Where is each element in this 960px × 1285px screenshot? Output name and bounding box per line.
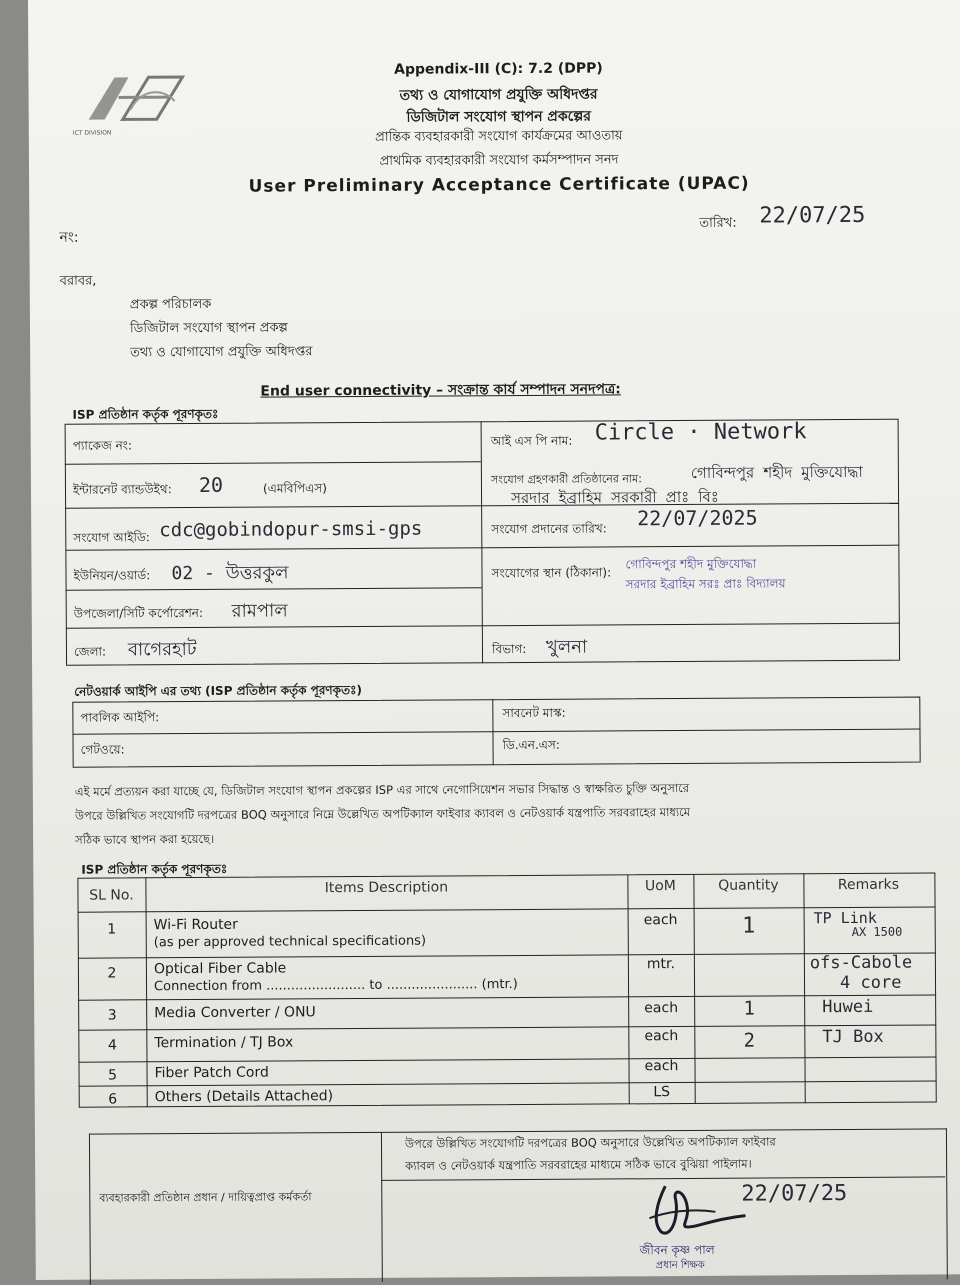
isp-name-label: আই এস পি নাম:	[490, 433, 573, 449]
stamp-name: জীবন কৃষ্ণ পাল	[639, 1242, 715, 1258]
connection-id-value: cdc@gobindopur-smsi-gps	[159, 517, 423, 542]
dns-label: ডি.এন.এস:	[502, 737, 560, 753]
location-label: সংযোগের স্থান (ঠিকানা):	[491, 565, 612, 581]
upazila-value: রামপাল	[231, 600, 288, 622]
row-4-qty: 2	[743, 1029, 756, 1052]
header-sl-no: SL No.	[89, 887, 134, 904]
certify-line-1: এই মর্মে প্রত্যয়ন করা যাচ্ছে যে, ডিজিটাল সংযোগ স্থাপন প্রকল্পের ISP এর সাথে নেগোসিয়েশন সভার সিদ্ধান্ত ও স্বাক্ষরিত চুক্তি অনুসারে	[74, 780, 690, 799]
row-1-qty: 1	[741, 913, 756, 939]
district-value: বাগেরহাট	[127, 638, 197, 661]
logo-caption: ICT DIVISION	[72, 129, 112, 137]
row-1-remarks-2: AX 1500	[851, 924, 903, 939]
row-2-desc: Optical Fiber Cable	[153, 960, 287, 978]
header-items-description: Items Description	[324, 879, 449, 897]
certify-line-2: উপরে উল্লিখিত সংযোগটি দরপত্রের BOQ অনুসারে নিম্নে উল্লেখিত অপটিক্যাল ফাইবার ক্যাবল ও নেটওয়ার্ক যন্ত্রপাতি সরবরাহের মাধ্যমে	[74, 804, 691, 823]
header-quantity: Quantity	[718, 877, 779, 894]
row-1-uom: each	[643, 912, 678, 929]
subnet-mask-label: সাবনেট মাস্ক:	[502, 705, 566, 721]
signature-date: 22/07/25	[741, 1181, 848, 1207]
header-remarks: Remarks	[837, 876, 900, 894]
row-5-desc: Fiber Patch Cord	[154, 1064, 269, 1082]
address-line-1: প্রকল্প পরিচালক	[129, 296, 212, 313]
header-line-4: প্রাথমিক ব্যবহারকারী সংযোগ কর্মসম্পাদন সনদ	[379, 152, 619, 169]
address-to: বরাবর,	[59, 273, 97, 289]
district-label: জেলা:	[73, 644, 107, 659]
institution-head-label: ব্যবহারকারী প্রতিষ্ঠান প্রধান / দায়িত্বপ্রাপ্ত কর্মকর্তা	[99, 1190, 312, 1205]
bandwidth-label: ইন্টারনেট ব্যান্ডউইথ:	[72, 482, 172, 497]
upazila-label: উপজেলা/সিটি কর্পোরেশন:	[73, 605, 204, 621]
stamp-title: প্রধান শিক্ষক	[655, 1259, 705, 1272]
row-3-qty: 1	[743, 997, 755, 1020]
certificate-title: User Preliminary Acceptance Certificate (UPAC)	[248, 173, 750, 197]
row-5-sl: 5	[108, 1067, 118, 1084]
union-value: 02 - উত্তরকুল	[171, 562, 289, 585]
row-1-desc-2: (as per approved technical specifications)	[153, 933, 427, 951]
appendix-label: Appendix-III (C): 7.2 (DPP)	[394, 60, 603, 78]
location-value-1: গোবিন্দপুর শহীদ মুক্তিযোদ্ধা	[625, 556, 757, 572]
division-label: বিভাগ:	[491, 641, 527, 657]
isp-fill-label: ISP প্রতিষ্ঠান কর্তৃক পূরণকৃতঃ	[72, 406, 219, 422]
row-6-sl: 6	[108, 1091, 118, 1108]
row-1-sl: 1	[107, 921, 117, 938]
public-ip-label: পাবলিক আইপি:	[80, 710, 160, 725]
connection-date-value: 22/07/2025	[637, 505, 758, 531]
bandwidth-unit: (এমবিপিএস)	[262, 481, 327, 496]
row-3-desc: Media Converter / ONU	[154, 1004, 316, 1022]
network-title: নেটওয়ার্ক আইপি এর তথ্য (ISP প্রতিষ্ঠান কর্তৃক পূরণকৃতঃ)	[74, 682, 362, 699]
header-uom: UoM	[644, 878, 676, 895]
address-line-2: ডিজিটাল সংযোগ স্থাপন প্রকল্প	[129, 320, 288, 337]
connection-date-label: সংযোগ প্রদানের তারিখ:	[491, 521, 607, 537]
acknowledgement-line-2: ক্যাবল ও নেটওয়ার্ক যন্ত্রপাতি সরবরাহের মাধ্যমে সঠিক ভাবে বুঝিয়া পাইলাম।	[405, 1156, 752, 1173]
recipient-value-1: গোবিন্দপুর শহীদ মুক্তিযোদ্ধা	[690, 462, 863, 482]
items-table-label: ISP প্রতিষ্ঠান কর্তৃক পূরণকৃতঃ	[81, 861, 228, 877]
isp-name-value: Circle · Network	[594, 419, 807, 446]
row-3-uom: each	[644, 1000, 679, 1017]
row-4-desc: Termination / TJ Box	[154, 1034, 294, 1052]
row-4-remarks: TJ Box	[822, 1026, 884, 1048]
union-label: ইউনিয়ন/ওয়ার্ড:	[73, 568, 151, 583]
header-line-1: তথ্য ও যোগাযোগ প্রযুক্তি অধিদপ্তর	[399, 86, 598, 104]
connection-id-label: সংযোগ আইডি:	[73, 530, 150, 545]
row-2-uom: mtr.	[646, 956, 675, 973]
date-value: 22/07/25	[759, 202, 866, 229]
package-label: প্যাকেজ নং:	[72, 438, 133, 453]
row-2-sl: 2	[107, 965, 117, 982]
row-3-remarks: Huwei	[822, 996, 874, 1018]
row-2-remarks-2: 4 core	[839, 972, 902, 994]
bandwidth-value: 20	[198, 472, 224, 497]
row-6-uom: LS	[653, 1084, 671, 1101]
recipient-value-2: সরদার ইব্রাহিম সরকারী প্রাঃ বিঃ	[510, 487, 719, 508]
signature	[635, 1178, 755, 1241]
division-value: খুলনা	[545, 636, 588, 658]
location-value-2: সরদার ইব্রাহিম সরঃ প্রাঃ বিদ্যালয়	[625, 576, 786, 592]
row-1-remarks: TP Link	[813, 908, 877, 928]
row-1-desc: Wi-Fi Router	[153, 916, 238, 934]
date-label: তারিখ:	[699, 215, 737, 231]
gateway-label: গেটওয়ে:	[80, 742, 125, 757]
row-2-remarks: ofs-Cabole	[809, 952, 913, 974]
certify-line-3: সঠিক ভাবে স্থাপন করা হয়েছে।	[75, 831, 215, 847]
header-line-3: প্রান্তিক ব্যবহারকারী সংযোগ কার্যক্রমের আওতায়	[375, 128, 623, 145]
header-line-2: ডিজিটাল সংযোগ স্থাপন প্রকল্পের	[406, 108, 592, 126]
address-line-3: তথ্য ও যোগাযোগ প্রযুক্তি অধিদপ্তর	[130, 344, 313, 361]
row-5-uom: each	[644, 1058, 679, 1075]
certificate-page	[28, 0, 960, 1280]
number-label: নং:	[59, 229, 79, 246]
row-4-sl: 4	[107, 1037, 117, 1054]
acknowledgement-line-1: উপরে উল্লিখিত সংযোগটি দরপত্রের BOQ অনুসারে উল্লেখিত অপটিক্যাল ফাইবার	[404, 1134, 776, 1151]
section-title: End user connectivity – সংক্রান্ত কার্য সম্পাদন সনদপত্র:	[260, 381, 621, 400]
row-3-sl: 3	[107, 1007, 117, 1024]
recipient-label: সংযোগ গ্রহণকারী প্রতিষ্ঠানের নাম:	[490, 472, 642, 487]
row-2-desc-2: Connection from ........................ to ...................... (mtr.)	[153, 977, 518, 995]
row-4-uom: each	[644, 1028, 679, 1045]
row-6-desc: Others (Details Attached)	[154, 1088, 334, 1106]
